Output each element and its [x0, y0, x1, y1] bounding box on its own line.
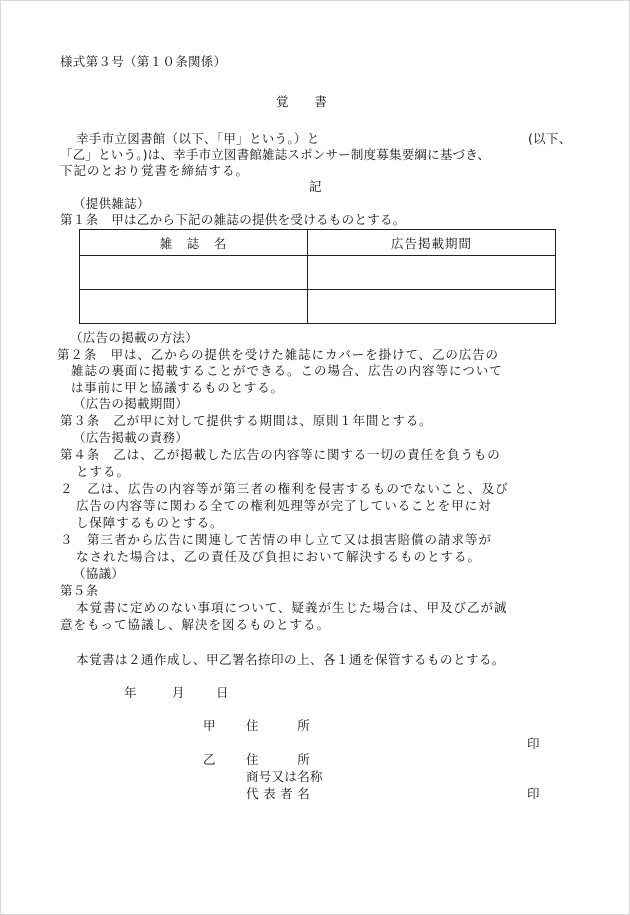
- article-3-text: 第３条 乙が甲に対して提供する期間は、原則１年間とする。: [60, 413, 433, 428]
- table-header-ad-period: 広告掲載期間: [308, 230, 556, 256]
- magazine-table: [79, 229, 556, 324]
- intro-line-3: 下記のとおり覚書を締結する。: [60, 163, 250, 178]
- article-5-line-2: 意をもって協議し、解決を図るものとする。: [60, 617, 331, 632]
- article-5-line-1: 本覚書に定めのない事項について、疑義が生じた場合は、甲及び乙が誠: [76, 600, 508, 615]
- article-2-line-2: 雑誌の裏面に掲載することができる。この場合、広告の内容等について: [71, 363, 503, 378]
- party-b-address-label: 住 所: [246, 752, 311, 767]
- date-day: 日: [216, 685, 229, 700]
- intro-line-1-end: (以下、: [528, 131, 572, 146]
- article-2-line-3: は事前に甲と協議するものとする。: [71, 380, 284, 395]
- article-1-text: 第１条 甲は乙から下記の雑誌の提供を受けるものとする。: [60, 212, 406, 227]
- party-b-company-label: 商号又は名称: [246, 769, 323, 784]
- party-a-seal: 印: [527, 736, 540, 751]
- article-4-para-3-line-1: ３ 第三者から広告に関連して苦情の申し立て又は損害賠償の請求等が: [60, 532, 493, 547]
- closing-statement: 本覚書は２通作成し、甲乙署名捺印の上、各１通を保管するものとする。: [76, 652, 506, 667]
- article-4-line-2: とする。: [76, 464, 131, 479]
- party-a-address-label: 住 所: [246, 718, 311, 733]
- article-1-heading: （提供雑誌）: [73, 196, 150, 211]
- table-cell[interactable]: [80, 256, 308, 290]
- party-a-label: 甲: [203, 718, 216, 733]
- article-5-title: 第５条: [60, 583, 99, 598]
- date-month: 月: [172, 685, 185, 700]
- article-4-para-2-line-3: し保障するものとする。: [76, 515, 224, 530]
- table-cell[interactable]: [308, 256, 556, 290]
- date-year: 年: [124, 685, 137, 700]
- article-4-heading: （広告掲載の責務）: [73, 430, 189, 445]
- party-b-representative-label: 代 表 者 名: [246, 786, 311, 801]
- article-4-para-2-line-2: 広告の内容等に関わる全ての権利処理等が完了していることを甲に対: [76, 498, 492, 513]
- table-header-magazine-name: 雑 誌 名: [80, 230, 308, 256]
- party-b-label: 乙: [203, 752, 216, 767]
- article-4-para-3-line-2: なされた場合は、乙の責任及び負担において解決するものとする。: [76, 549, 482, 564]
- table-cell[interactable]: [308, 290, 556, 324]
- article-4-line-1: 第４条 乙は、乙が掲載した広告の内容等に関する一切の責任を負うもの: [60, 447, 501, 462]
- document-title: 覚 書: [276, 94, 328, 109]
- intro-line-2: 「乙」という。)は、幸手市立図書館雑誌スポンサー制度募集要綱に基づき、: [60, 147, 491, 162]
- article-3-heading: （広告の掲載期間）: [73, 396, 189, 411]
- intro-line-1: 幸手市立図書館（以下、「甲」という。）と: [76, 131, 320, 146]
- party-b-seal: 印: [527, 786, 540, 801]
- article-2-heading: （広告の掲載の方法）: [70, 330, 199, 345]
- article-5-heading: （協議）: [73, 566, 125, 581]
- article-2-line-1: 第２条 甲は、乙からの提供を受けた雑誌にカバーを掛けて、乙の広告の: [57, 347, 499, 362]
- table-cell[interactable]: [80, 290, 308, 324]
- form-number: 様式第３号（第１０条関係）: [60, 54, 227, 69]
- article-4-para-2-line-1: ２ 乙は、広告の内容等が第三者の権利を侵害するものでないこと、及び: [60, 481, 509, 496]
- ki-marker: 記: [309, 179, 322, 194]
